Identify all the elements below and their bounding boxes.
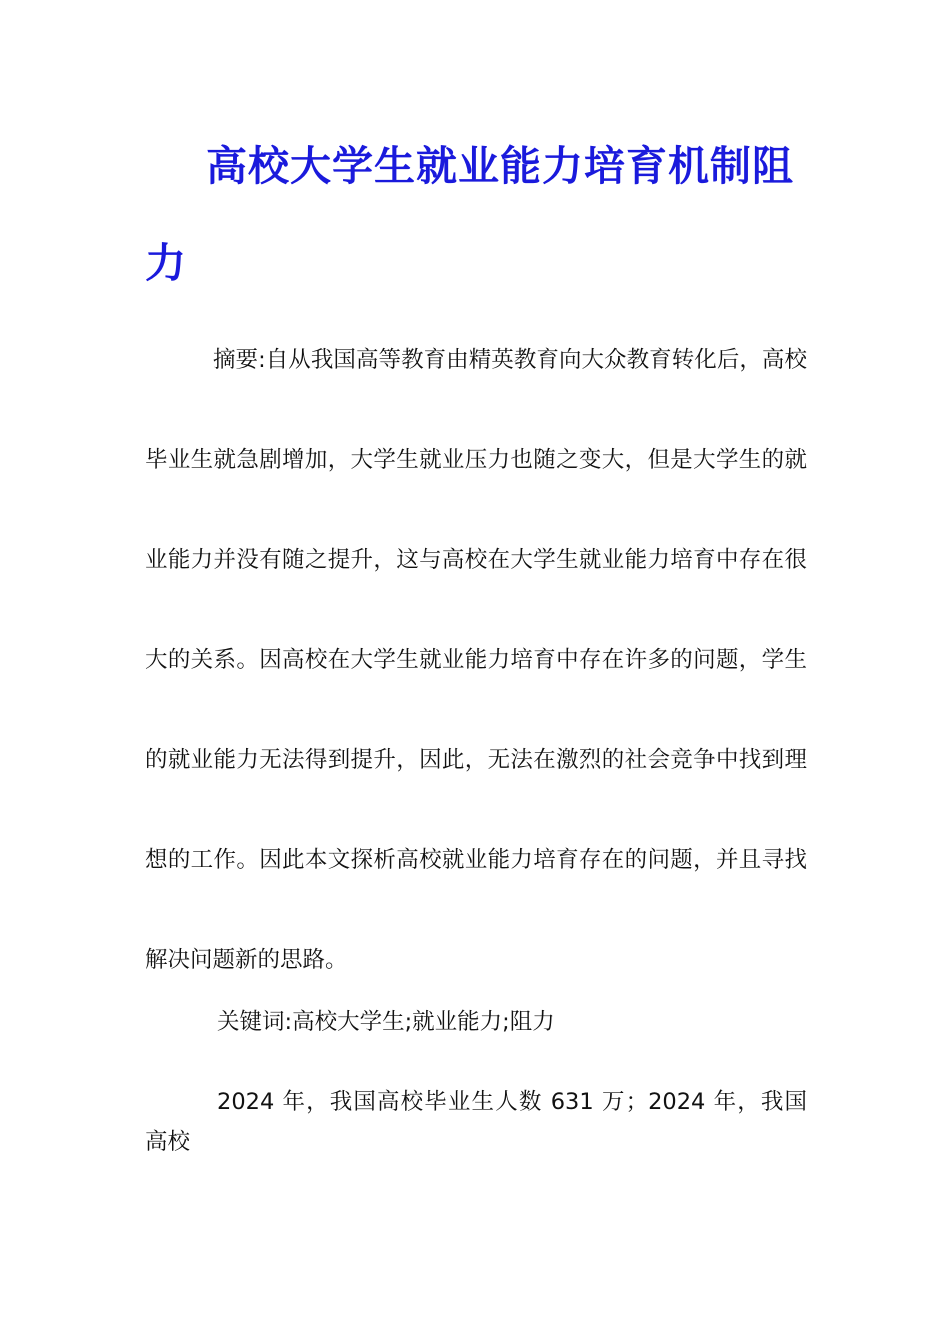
abstract-paragraph: 摘要:自从我国高等教育由精英教育向大众教育转化后，高校毕业生就急剧增加，大学生就业压力也随之变大，但是大学生的就业能力并没有随之提升，这与高校在大学生就业能力培育中存在很大的关系。因高校在大学生就业能力培育中存在许多的问题，学生的就业能力无法得到提升，因此，无法在激烈的社会竞争中找到理想的工作。因此本文探析高校就业能力培育存在的问题，并且寻找解决问题新的思路。: [145, 347, 807, 973]
intro-paragraph: 2024 年，我国高校毕业生人数 631 万；2024 年，我国高校: [145, 1089, 807, 1155]
document-title: 高校大学生就业能力培育机制阻力: [145, 142, 794, 287]
keywords-line: 关键词:高校大学生;就业能力;阻力: [217, 1009, 555, 1035]
